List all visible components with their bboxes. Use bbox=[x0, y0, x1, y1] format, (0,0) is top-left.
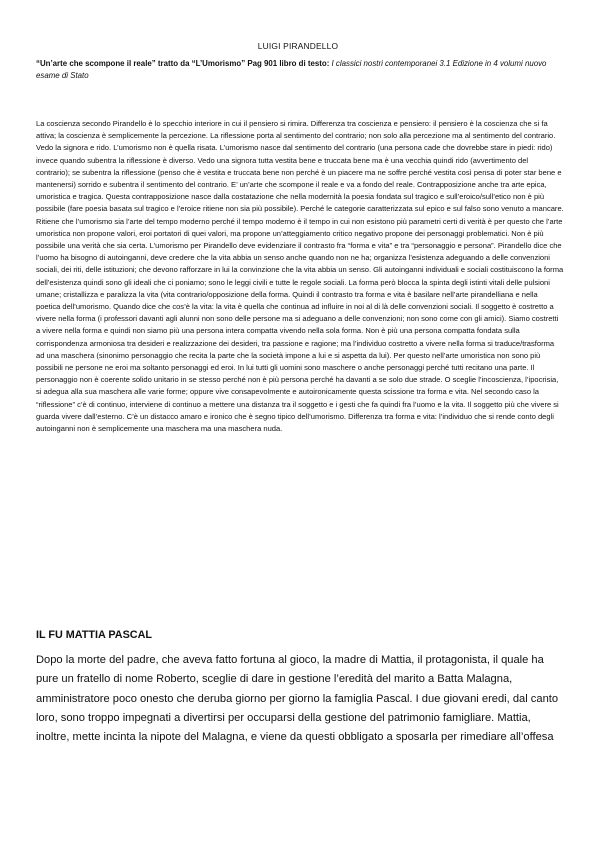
source-header bbox=[36, 58, 566, 82]
section-body bbox=[36, 651, 564, 747]
header-source: I classici nostri contemporanei 3.1 Edizione in 4 volumi nuovo esame di Stato bbox=[36, 59, 547, 80]
section-title: IL FU MATTIA PASCAL bbox=[36, 629, 152, 641]
header-title: “Un’arte che scompone il reale” tratto da “L’Umorismo” Pag 901 libro di testo: bbox=[36, 59, 330, 68]
body-paragraph: La coscienza secondo Pirandello è lo specchio interiore in cui il pensiero si rimira. Differenza tra coscienza e pensiero: il pensiero è la coscienza che si fa attiva; la coscienza è semplicemente la percezione. La riflessione porta al sentimento del contrario; non solo alla percezione ma al sentimento del contrario. Vedo la signora e rido. L’umorismo non è quella risata. L’umorismo nasce dal sentimento del contrario (una persona cade che dovrebbe stare in piedi: rido) invece quando subentra la riflessione è diverso. Vedo una signora tutta vestita bene e truccata bene ma è una vecchia quindi rido (avvertimento del contrario); se subentra la riflessione (penso che è vestita e truccata bene non perché è un piacere ma ne soffre perché vestita così pensa di poter star bene e mantenersi) sorrido e subentra il sentimento del contrario. E’ un’arte che scompone il reale e va a fondo del reale. Contrapposizione anche tra arte epica, umoristica e tragica. Questa contrapposizione nasce dalla costatazione che nella modernità la poesia fondata sul tragico e sull’eroico/sull’etico non è più possibile (fare poesia basata sul tragico e l’eroice ritiene non sia più possibile). Perché le categorie caratterizzata sul epico e sul falso sono venuto a mancare. Ritiene che l’umorismo sia l’arte del tempo moderno perché il tempo moderno è il tempo in cui non esistono più parametri certi di verità è per questo che l’arte umoristica non propone valori, eroi portatori di quei valori, ma propone un’atteggiamento critico negativo propone dei personaggi problematici. Non è più possibile una verità che sia certa. L’umorismo per Pirandello deve evidenziare il contrasto fra “forma e vita” e tra “personaggio e persona”. Pirandello dice che l’uomo ha bisogno di autoinganni, deve credere che la vita abbia un senso anche quando non ne ha; organizza l’esistenza adeguando a delle convenzioni sociali, dei riti, delle istituzioni; che devono rafforzare in lui la convinzione che la vita abbia un senso. Gli autoinganni individuali e sociali costituiscono la forma dell’esistenza quindi sono gli ideali che ci poniamo; sono le leggi civili e tutte le regole sociali. La forma però blocca la spinta degli istinti vitali delle pulsioni umane; cristallizza e paralizza la vita (vita contrario/opposizione della forma. Quindi il contrasto tra forma e vita è basilare nell’arte pirandelliana e nella poetica dell’umorismo. Quando dice che cos’è la vita: la vita è quella che continua ad influire in noi al di là delle convenzioni sociali. Il soggetto è costretto a vivere nella forma (i professori davanti agli alunni non sono delle persone ma si adeguano a delle convenzioni; non sono come con gli amici). Siamo costretti a vivere nella forma e quindi non siamo più una persona intera compatta vivendo nella sola forma. Non è più una persona compatta fondata sulla corrispondenza armoniosa tra desideri e realizzazione dei desideri, tra passione e ragione; ma l’individuo costretto a vivere nella forma si traduce/trasforma ad una maschera (sinonimo personaggio che recita la parte che la società impone a lui e si aspetta da lui). Per questo nell’arte umoristica non sono più possibili ne persone ne eroi ma soltanto personaggi ed eroi. In lui tutti gli uomini sono maschere o anche personaggi perché tutti recitano una parte. Il personaggio non è coerente solido unitario in se stesso perché non è più persona perché ha davanti a se solo due strade. O sceglie l’incoscienza, l’ipocrisia, si adegua alla sua maschera alle varie forme; oppure vive consapevolmente e autoironicamente questa scissione tra forma e vita. Nel secondo caso la “riflessione” c’è di continuo, interviene di continuo a mettere una distanza tra il soggetto e i gesti che fa quindi fra l’uomo e la vita. Il soggetto più che vivere si guarda vivere dall’esterno. C’è un distacco amaro e ironico che è segno tipico dell’umorismo. Differenza tra forma e vita: l’individuo che si rende conto degli autoinganni non è semplicemente una maschera ma una maschera nuda. bbox=[36, 119, 564, 434]
umorismo-notes bbox=[36, 118, 564, 435]
section-paragraph: Dopo la morte del padre, che aveva fatto fortuna al gioco, la madre di Mattia, il protagonista, il quale ha pure un fratello di nome Roberto, sceglie di dare in gestione l’eredità del marito a Batta Malagna, amministratore poco onesto che deruba giorno per giorno la famiglia Pascal. I due giovani eredi, dal canto loro, sono troppo impegnati a divertirsi per occuparsi della gestione del patrimonio famigliare. Mattia, inoltre, mette incinta la nipote del Malagna, e viene da questi obbligato a sposarla per rimediare all’offesa bbox=[36, 654, 559, 744]
author-heading: LUIGI PIRANDELLO bbox=[257, 41, 339, 51]
